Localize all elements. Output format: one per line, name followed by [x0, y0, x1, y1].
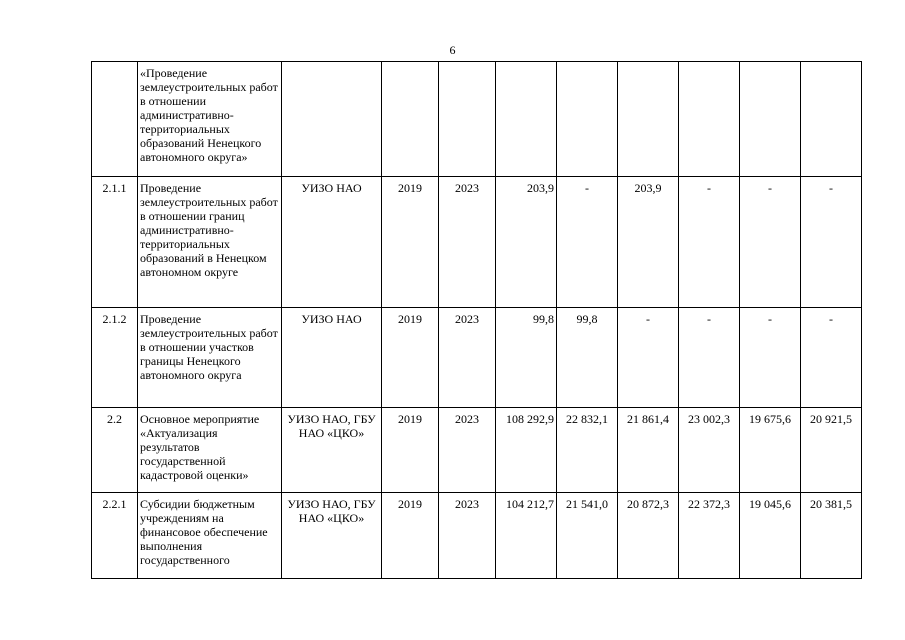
- activity-name: Основное мероприятие «Актуализация результатов государственной кадастровой оценки»: [138, 408, 282, 493]
- start-year: [382, 62, 439, 177]
- start-year: 2019: [382, 493, 439, 579]
- value-2020: -: [618, 308, 679, 408]
- row-number: [92, 62, 138, 177]
- value-2022: [740, 62, 801, 177]
- value-2020: 203,9: [618, 177, 679, 308]
- executor: [282, 62, 382, 177]
- value-2022: 19 675,6: [740, 408, 801, 493]
- table-row: [92, 493, 862, 579]
- total-value: 104 212,7: [496, 493, 557, 579]
- activity-name: «Проведение землеустроительных работ в отношении административно-территориальных образований Ненецкого автономного округа»: [138, 62, 282, 177]
- value-2021: 22 372,3: [679, 493, 740, 579]
- table-row: [92, 308, 862, 408]
- row-number: 2.2: [92, 408, 138, 493]
- executor: УИЗО НАО: [282, 177, 382, 308]
- value-2023: 20 921,5: [801, 408, 862, 493]
- value-2019: 99,8: [557, 308, 618, 408]
- value-2021: -: [679, 177, 740, 308]
- value-2019: -: [557, 177, 618, 308]
- activity-name: Проведение землеустроительных работ в отношении границ административно-территориальных образований в Ненецком автономном округе: [138, 177, 282, 308]
- value-2019: 21 541,0: [557, 493, 618, 579]
- value-2023: -: [801, 177, 862, 308]
- total-value: 203,9: [496, 177, 557, 308]
- executor: УИЗО НАО, ГБУ НАО «ЦКО»: [282, 493, 382, 579]
- value-2023: -: [801, 308, 862, 408]
- start-year: 2019: [382, 308, 439, 408]
- value-2021: -: [679, 308, 740, 408]
- total-value: [496, 62, 557, 177]
- value-2019: 22 832,1: [557, 408, 618, 493]
- activity-name: Субсидии бюджетным учреждениям на финансовое обеспечение выполнения государственного: [138, 493, 282, 579]
- total-value: 99,8: [496, 308, 557, 408]
- table-row: [92, 177, 862, 308]
- total-value: 108 292,9: [496, 408, 557, 493]
- start-year: 2019: [382, 408, 439, 493]
- value-2022: 19 045,6: [740, 493, 801, 579]
- value-2022: -: [740, 308, 801, 408]
- activity-name: Проведение землеустроительных работ в отношении участков границы Ненецкого автономного округа: [138, 308, 282, 408]
- table-row: [92, 62, 862, 177]
- end-year: [439, 62, 496, 177]
- row-number: 2.1.2: [92, 308, 138, 408]
- executor: УИЗО НАО, ГБУ НАО «ЦКО»: [282, 408, 382, 493]
- table-row: [92, 408, 862, 493]
- end-year: 2023: [439, 308, 496, 408]
- value-2021: 23 002,3: [679, 408, 740, 493]
- row-number: 2.2.1: [92, 493, 138, 579]
- start-year: 2019: [382, 177, 439, 308]
- value-2021: [679, 62, 740, 177]
- program-table: [91, 61, 862, 579]
- end-year: 2023: [439, 493, 496, 579]
- end-year: 2023: [439, 177, 496, 308]
- value-2023: [801, 62, 862, 177]
- value-2022: -: [740, 177, 801, 308]
- value-2020: 21 861,4: [618, 408, 679, 493]
- end-year: 2023: [439, 408, 496, 493]
- value-2019: [557, 62, 618, 177]
- value-2020: [618, 62, 679, 177]
- value-2020: 20 872,3: [618, 493, 679, 579]
- page-number: 6: [449, 43, 456, 57]
- row-number: 2.1.1: [92, 177, 138, 308]
- value-2023: 20 381,5: [801, 493, 862, 579]
- executor: УИЗО НАО: [282, 308, 382, 408]
